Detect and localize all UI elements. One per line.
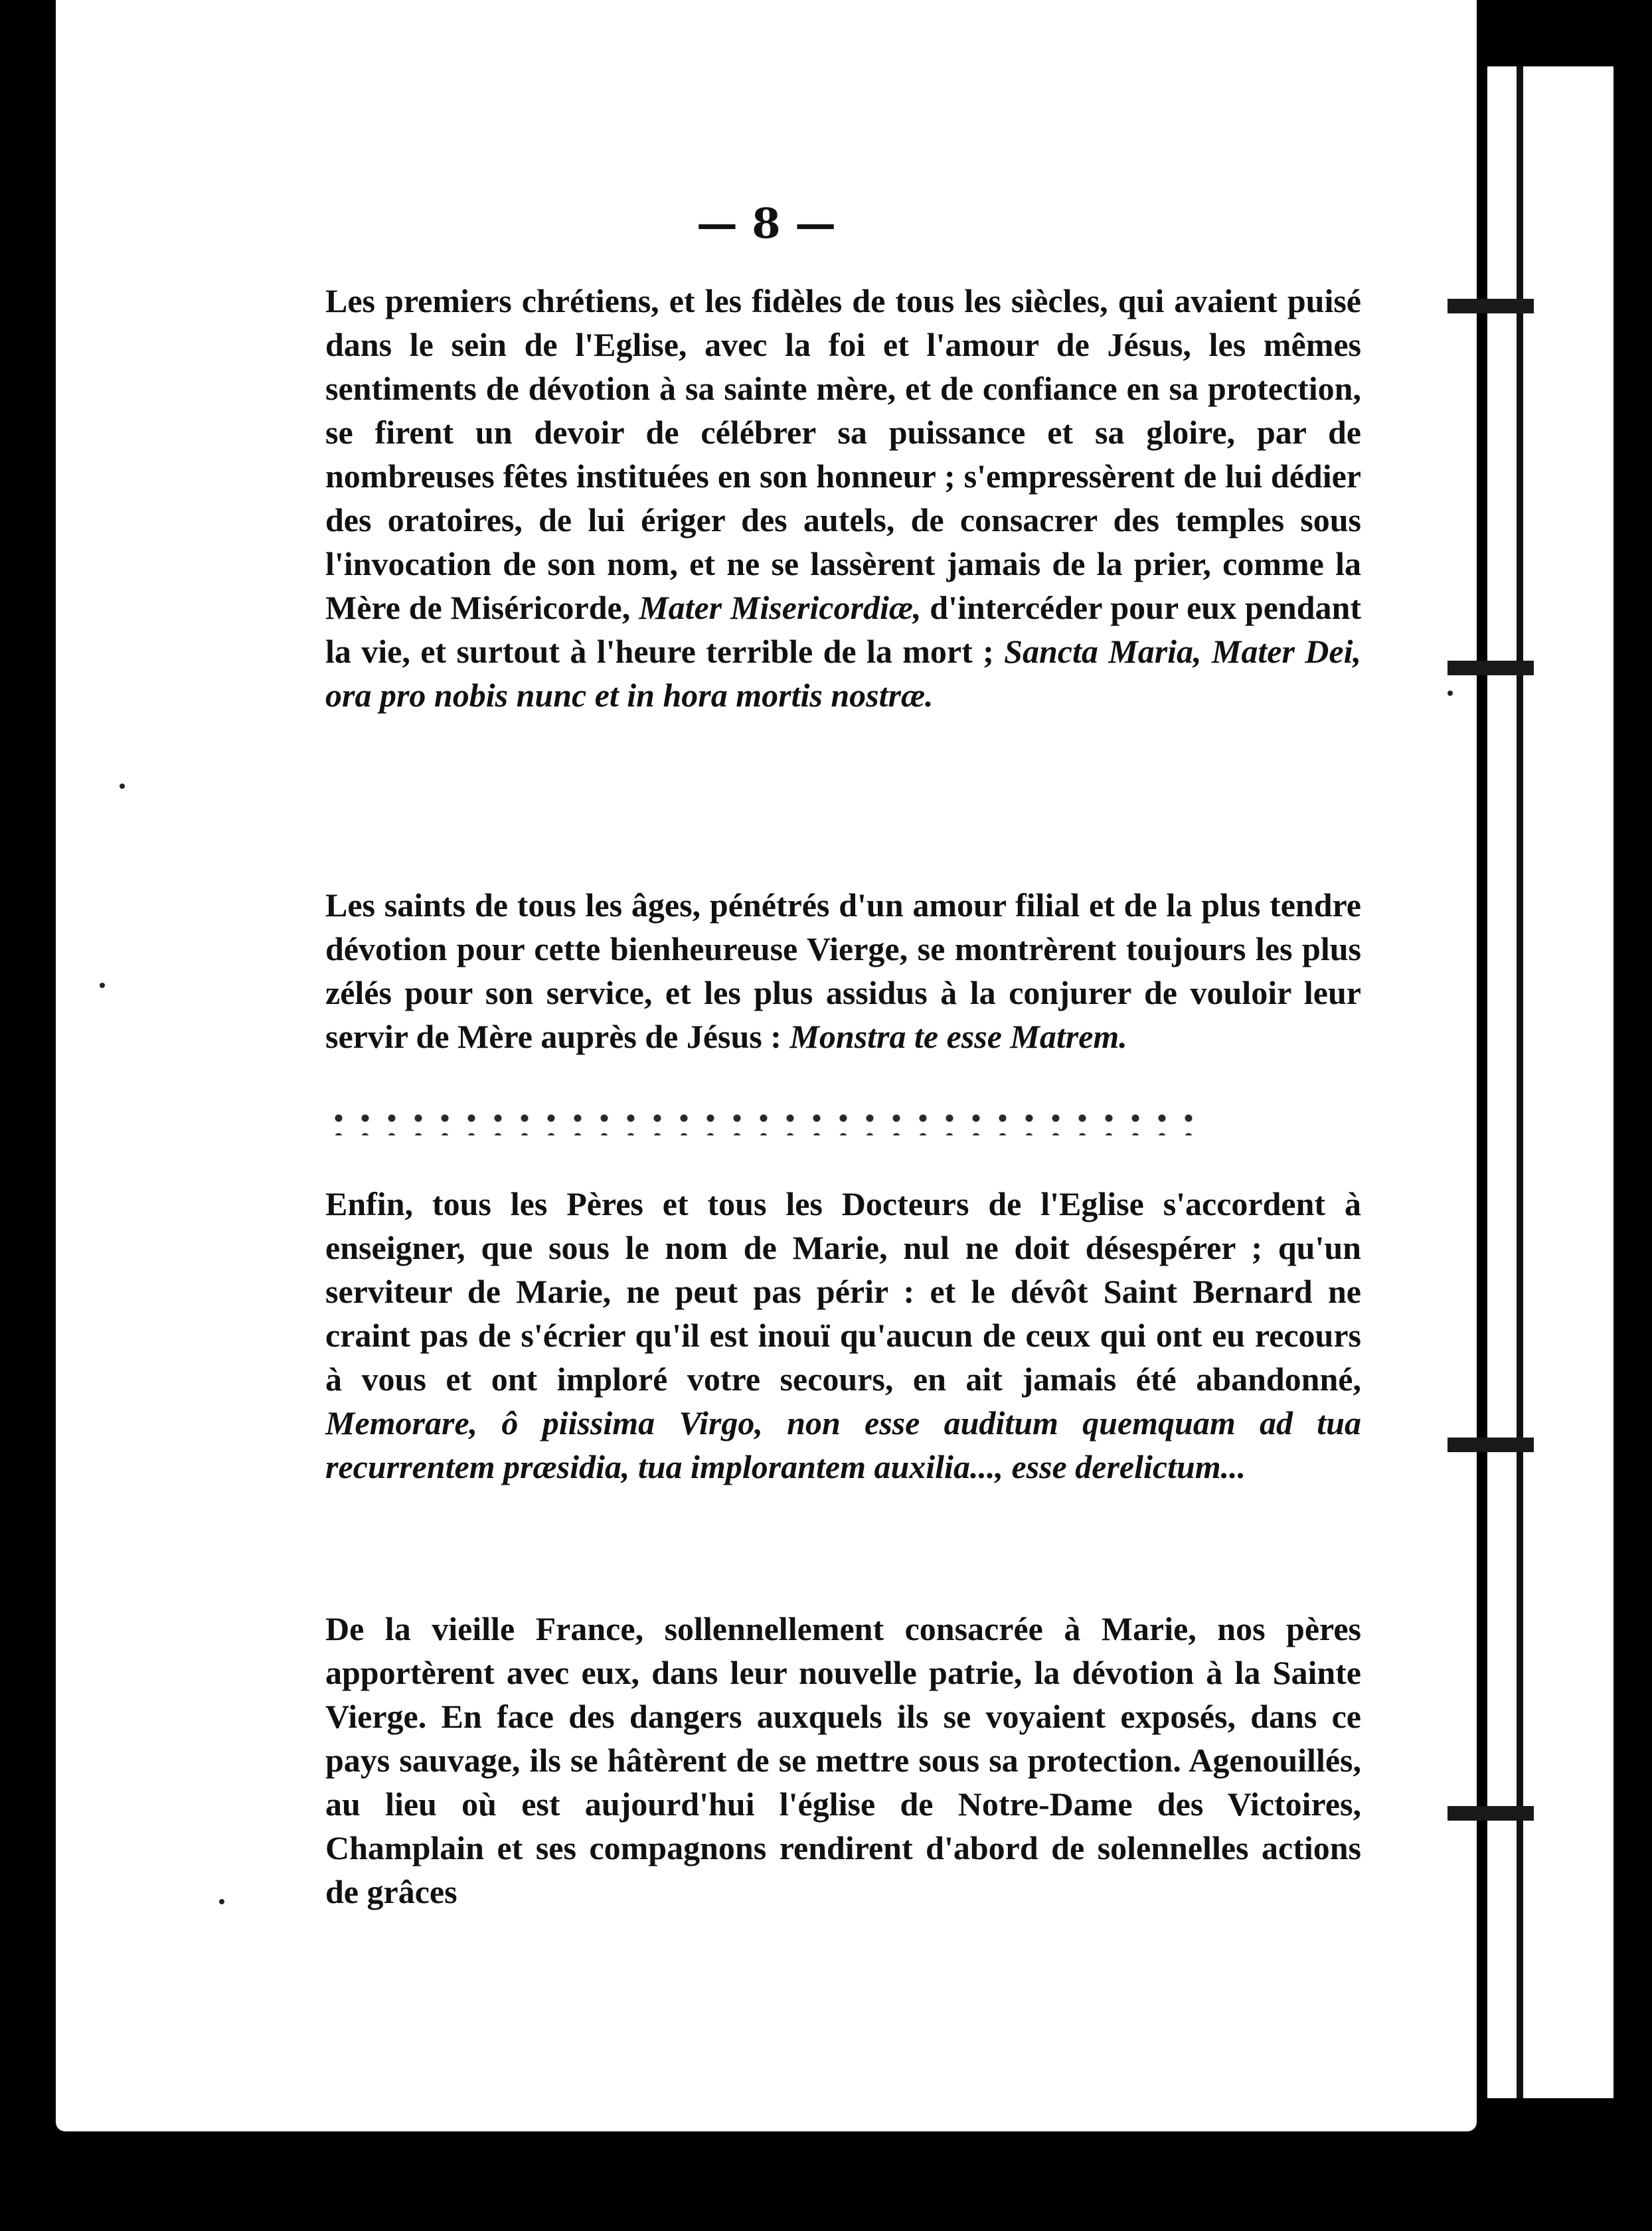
paragraph-text: De la vieille France, sollennellement consacrée à Marie, nos pères apportèrent avec eux, dans leur nouvelle patrie, la dévotion à la Sainte Vierge. En face des dangers auxquels ils se voyaient exposés, dans ce pays sauvage, ils se hâtèrent de se mettre sous sa protection. Agenouillés, au lieu où est aujourd'hui l'église de Notre-Dame des Victoires, Champlain et ses compagnons rendirent d'abord de solennelles actions de grâces <box>325 1610 1361 1910</box>
paragraph-3 <box>325 1182 1361 1489</box>
latin-quote: Monstra te esse Matrem. <box>789 1018 1127 1055</box>
page-number: — 8 — <box>696 199 837 248</box>
page-gutter-line <box>1517 66 1523 2098</box>
binding-tab <box>1447 1438 1534 1452</box>
scan-speck <box>100 983 105 988</box>
paragraph-4 <box>325 1607 1361 1914</box>
paragraph-text: Enfin, tous les Pères et tous les Docteurs de l'Eglise s'accordent à enseigner, que sous le nom de Marie, nul ne doit désespérer ; qu'un serviteur de Marie, ne peut pas périr : et le dévôt Saint Bernard ne craint pas de s'écrier qu'il est inouï qu'aucun de ceux qui ont eu recours à vous et ont imploré votre secours, en ait jamais été abandonné, <box>325 1185 1361 1398</box>
paragraph-text: Les saints de tous les âges, pénétrés d'un amour filial et de la plus tendre dévotion pour cette bienheureuse Vierge, se montrèrent toujours les plus zélés pour son service, et les plus assidus à la conjurer de vouloir leur servir de Mère auprès de Jésus : <box>325 886 1361 1055</box>
paragraph-2 <box>325 883 1361 1058</box>
paragraph-1 <box>325 279 1361 717</box>
scan-speck <box>1447 691 1453 696</box>
latin-quote: Memorare, ô piissima Virgo, non esse auditum quemquam ad tua recurrentem præsidia, tua implorantem auxilia..., esse derelictum... <box>325 1404 1361 1485</box>
perforation-dots <box>325 1109 1208 1135</box>
binding-tab <box>1447 1806 1534 1821</box>
scan-speck <box>120 784 125 789</box>
paragraph-text: d'intercéder pour eux pendant la vie, et surtout à l'heure terrible de la mort ; <box>325 589 1362 670</box>
latin-quote: Sancta Maria, Mater Dei, ora pro nobis nunc et in hora mortis nostræ. <box>325 633 1362 714</box>
adjacent-page-edge <box>1487 66 1613 2098</box>
paragraph-text: Les premiers chrétiens, et les fidèles de tous les siècles, qui avaient puisé dans le sein de l'Eglise, avec la foi et l'amour de Jésus, les mêmes sentiments de dévotion à sa sainte mère, et de confiance en sa protection, se firent un devoir de célébrer sa puissance et sa gloire, par de nombreuses fêtes instituées en son honneur ; s'empressèrent de lui dédier des oratoires, de lui ériger des autels, de consacrer des temples sous l'invocation de son nom, et ne se lassèrent jamais de la prier, comme la Mère de Miséricorde, <box>325 282 1361 626</box>
binding-tab <box>1447 661 1534 675</box>
latin-quote: Mater Misericordiæ, <box>639 589 922 626</box>
binding-tab <box>1447 299 1534 313</box>
scan-speck <box>219 1899 224 1904</box>
